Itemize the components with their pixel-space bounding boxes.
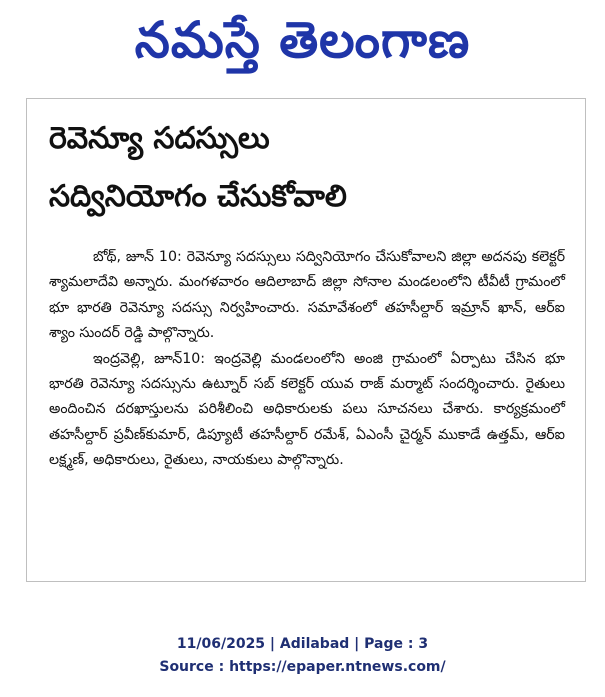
article-paragraph-2: ఇంద్రవెల్లి, జూన్‌10: ఇంద్రవెల్లి మండలంలోని అంజి గ్రామంలో ఏర్పాటు చేసిన భూ భారతి రెవెన్యూ సదస్సును ఉట్నూర్‌ సబ్‌ కలెక్టర్‌ యువ రాజ్‌ మర్మాట్‌ సందర్శించారు. రైతులు అందించిన దరఖాస్తులను పరిశీలించి అధికారులకు పలు సూచనలు చేశారు. కార్యక్రమంలో తహసీల్దార్‌ ప్రవీణ్‌కుమార్‌, డిప్యూటీ తహసీల్దార్‌ రమేశ్‌, ఏఎంసీ చైర్మన్‌ ముకాడే ఉత్తమ్‌, ఆర్‌ఐ లక్ష్మణ్‌, అధికారులు, రైతులు, నాయకులు పాల్గొన్నారు. [49, 350, 565, 469]
newspaper-masthead: నమస్తే తెలంగాణ [134, 11, 471, 69]
source-link[interactable]: Source : https://epaper.ntnews.com/ [159, 659, 446, 675]
article-headline-line1: రెవెన్యూ సదస్సులు [49, 121, 270, 156]
publication-info: 11/06/2025 | Adilabad | Page : 3 [176, 636, 429, 652]
article-paragraph-1: బోథ్‌, జూన్‌ 10: రెవెన్యూ సదస్సులు సద్వినియోగం చేసుకోవాలని జిల్లా అదనపు కలెక్టర్‌ శ్యామలాదేవి అన్నారు. మంగళవారం ఆదిలాబాద్‌ జిల్లా సోనాల మండలంలోని టీవీటీ గ్రామంలో భూ భారతి రెవెన్యూ సదస్సు నిర్వహించారు. సమావేశంలో తహసీల్దార్‌ ఇమ్రాన్‌ ఖాన్‌, ఆర్‌ఐ శ్యాం సుందర్‌ రెడ్డి పాల్గొన్నారు. [49, 249, 565, 342]
article-clipping [26, 98, 586, 582]
article-body [49, 245, 565, 474]
article-headline-line2: సద్వినియోగం చేసుకోవాలి [49, 179, 347, 214]
